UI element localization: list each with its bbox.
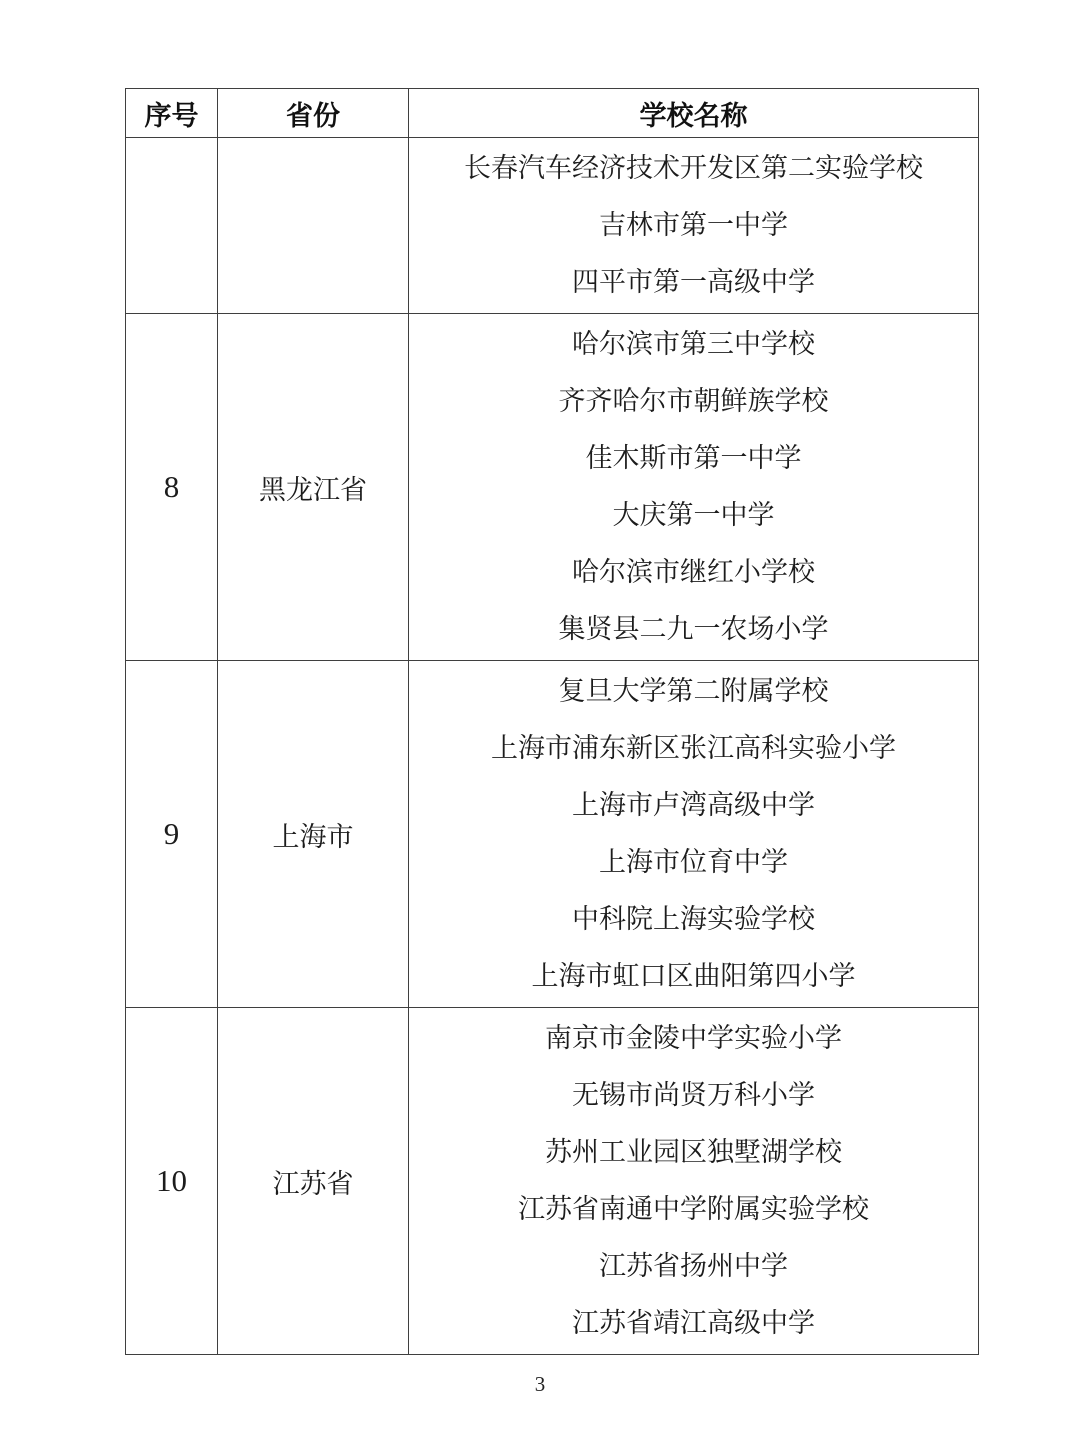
- header-province: 省份: [218, 89, 409, 138]
- school-name: 上海市卢湾高级中学: [572, 790, 815, 820]
- cell-index: 9: [126, 661, 218, 1008]
- table-row: [126, 1008, 979, 1355]
- cell-province: 上海市: [218, 661, 409, 1008]
- table-row: [126, 661, 979, 1008]
- school-name: 四平市第一高级中学: [572, 267, 815, 297]
- header-index: 序号: [126, 89, 218, 138]
- school-name: 上海市虹口区曲阳第四小学: [531, 961, 856, 991]
- school-name: 吉林市第一中学: [599, 210, 788, 240]
- school-name: 长春汽车经济技术开发区第二实验学校: [464, 153, 923, 183]
- table-body: [126, 138, 979, 1355]
- table-header: [126, 89, 979, 138]
- school-name: 江苏省南通中学附属实验学校: [518, 1194, 869, 1224]
- cell-index: 10: [126, 1008, 218, 1355]
- school-name: 大庆第一中学: [612, 500, 775, 530]
- school-name: 复旦大学第二附属学校: [558, 676, 829, 706]
- school-name: 无锡市尚贤万科小学: [572, 1080, 815, 1110]
- school-name: 集贤县二九一农场小学: [558, 614, 829, 644]
- cell-province: 江苏省: [218, 1008, 409, 1355]
- school-name: 苏州工业园区独墅湖学校: [545, 1137, 842, 1167]
- cell-index: 8: [126, 314, 218, 661]
- cell-schools: [409, 661, 979, 1008]
- header-row: [126, 89, 979, 138]
- school-name: 哈尔滨市继红小学校: [572, 557, 815, 587]
- cell-schools: [409, 314, 979, 661]
- cell-index: [126, 138, 218, 314]
- school-name: 中科院上海实验学校: [572, 904, 815, 934]
- page-number: 3: [534, 1372, 546, 1396]
- school-name: 哈尔滨市第三中学校: [572, 329, 815, 359]
- school-name: 南京市金陵中学实验小学: [545, 1023, 842, 1053]
- school-name: 江苏省靖江高级中学: [572, 1308, 815, 1338]
- school-name: 上海市位育中学: [599, 847, 788, 877]
- school-name: 佳木斯市第一中学: [585, 443, 802, 473]
- cell-province: [218, 138, 409, 314]
- header-school-name: 学校名称: [409, 89, 979, 138]
- school-name: 齐齐哈尔市朝鲜族学校: [558, 386, 829, 416]
- table-row: [126, 314, 979, 661]
- school-list-table: [125, 88, 979, 1355]
- cell-province: 黑龙江省: [218, 314, 409, 661]
- school-name: 江苏省扬州中学: [599, 1251, 788, 1281]
- table-row: [126, 138, 979, 314]
- cell-schools: [409, 138, 979, 314]
- cell-schools: [409, 1008, 979, 1355]
- school-name: 上海市浦东新区张江高科实验小学: [491, 733, 896, 763]
